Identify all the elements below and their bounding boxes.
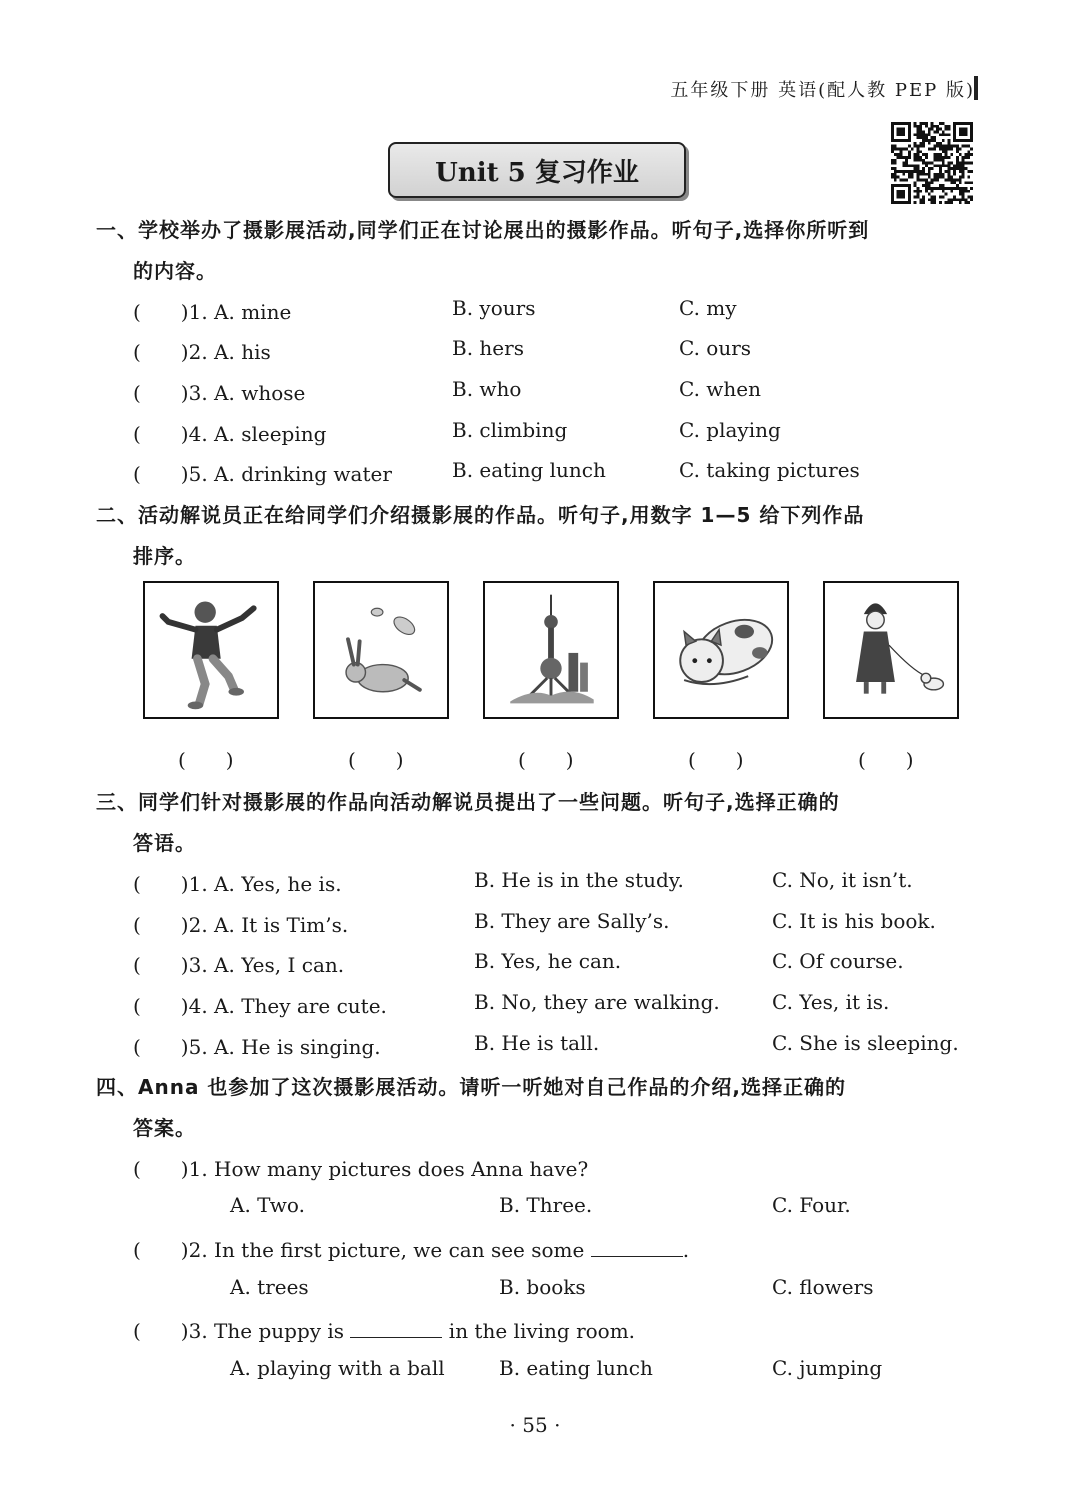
- page-title: Unit 5 复习作业: [388, 142, 686, 198]
- s1-q1-option-a: ( )1. A. mine: [133, 300, 292, 324]
- s3-q5-option-a: ( )5. A. He is singing.: [133, 1035, 381, 1059]
- section-4-heading-cont: 答案。: [133, 1116, 196, 1140]
- picture-girl-walking-dog: [823, 581, 959, 719]
- s1-question-4: [0, 418, 1070, 448]
- s3-question-5: [0, 1031, 1070, 1061]
- section-1-heading-cont: 的内容。: [133, 259, 217, 283]
- s4-question-1-options: [0, 1193, 1070, 1223]
- s4-q2-option-b: B. books: [499, 1275, 586, 1299]
- s1-q4-option-b: B. climbing: [452, 418, 568, 442]
- s1-q2-option-b: B. hers: [452, 336, 524, 360]
- qr-code-icon: [889, 122, 975, 204]
- s1-q4-option-a: ( )4. A. sleeping: [133, 422, 327, 446]
- s4-q3-blank[interactable]: [350, 1319, 442, 1338]
- s1-question-2: [0, 336, 1070, 366]
- s3-question-3: [0, 949, 1070, 979]
- s4-q1-option-a: A. Two.: [230, 1193, 305, 1217]
- s3-q3-option-c: C. Of course.: [772, 949, 904, 973]
- s3-question-2: [0, 909, 1070, 939]
- picture-dancing-boy: [143, 581, 279, 719]
- s1-q1-option-c: C. my: [679, 296, 737, 320]
- s1-q5-option-b: B. eating lunch: [452, 458, 606, 482]
- s3-q4-option-b: B. No, they are walking.: [474, 990, 720, 1014]
- s4-q3-stem-wrap: [133, 1319, 635, 1343]
- picture-3-answer[interactable]: ( ): [518, 748, 574, 772]
- cat-icon: [655, 583, 787, 717]
- s1-question-5: [0, 458, 1070, 488]
- s1-q5-option-a: ( )5. A. drinking water: [133, 462, 392, 486]
- s1-q1-option-b: B. yours: [452, 296, 536, 320]
- picture-4-answer[interactable]: ( ): [688, 748, 744, 772]
- section-1-heading: 一、学校举办了摄影展活动,同学们正在讨论展出的摄影作品。听句子,选择你所听到: [96, 218, 870, 242]
- s4-question-3-options: [0, 1356, 1070, 1386]
- s4-question-2-options: [0, 1275, 1070, 1305]
- s4-q3-option-c: C. jumping: [772, 1356, 883, 1380]
- s3-q5-option-b: B. He is tall.: [474, 1031, 600, 1055]
- rabbits-icon: [315, 583, 447, 717]
- s4-q2-blank[interactable]: [591, 1238, 683, 1257]
- picture-cat: [653, 581, 789, 719]
- section-2-heading-cont: 排序。: [133, 544, 196, 568]
- s4-q1-stem-text: ( )1. How many pictures does Anna have?: [133, 1157, 589, 1181]
- s3-q1-option-a: ( )1. A. Yes, he is.: [133, 872, 342, 896]
- page-number: · 55 ·: [509, 1413, 561, 1437]
- s3-q4-option-a: ( )4. A. They are cute.: [133, 994, 387, 1018]
- s4-q1-option-c: C. Four.: [772, 1193, 851, 1217]
- s4-q1-option-b: B. Three.: [499, 1193, 593, 1217]
- s4-q3-option-a: A. playing with a ball: [230, 1356, 445, 1380]
- book-header: 五年级下册 英语(配人教 PEP 版): [670, 80, 975, 101]
- s1-q3-option-a: ( )3. A. whose: [133, 381, 306, 405]
- tv-tower-icon: [485, 583, 617, 717]
- s3-q5-option-c: C. She is sleeping.: [772, 1031, 959, 1055]
- s4-q2-stem-wrap: [133, 1238, 689, 1262]
- section-3-heading-cont: 答语。: [133, 831, 196, 855]
- s3-q3-option-b: B. Yes, he can.: [474, 949, 622, 973]
- s1-question-3: [0, 377, 1070, 407]
- s3-q3-option-a: ( )3. A. Yes, I can.: [133, 953, 345, 977]
- dancing-boy-icon: [145, 583, 277, 717]
- s4-q2-stem-end: .: [682, 1238, 690, 1262]
- s4-question-2-stem: [133, 1234, 689, 1264]
- s1-q5-option-c: C. taking pictures: [679, 458, 860, 482]
- picture-1-answer[interactable]: ( ): [178, 748, 234, 772]
- s3-q1-option-c: C. No, it isn’t.: [772, 868, 913, 892]
- s4-q2-option-c: C. flowers: [772, 1275, 874, 1299]
- section-2-heading: 二、活动解说员正在给同学们介绍摄影展的作品。听句子,用数字 1—5 给下列作品: [96, 503, 865, 527]
- picture-2-answer[interactable]: ( ): [348, 748, 404, 772]
- s3-q2-option-b: B. They are Sally’s.: [474, 909, 670, 933]
- picture-tv-tower: [483, 581, 619, 719]
- girl-walking-dog-icon: [825, 583, 957, 717]
- s3-question-1: [0, 868, 1070, 898]
- s1-q2-option-c: C. ours: [679, 336, 752, 360]
- s4-q2-stem-text: ( )2. In the first picture, we can see some: [133, 1238, 585, 1262]
- header-divider: [974, 76, 978, 100]
- s3-q1-option-b: B. He is in the study.: [474, 868, 684, 892]
- s3-question-4: [0, 990, 1070, 1020]
- s1-q3-option-b: B. who: [452, 377, 522, 401]
- s4-q3-option-b: B. eating lunch: [499, 1356, 653, 1380]
- s4-q3-stem-end: in the living room.: [448, 1319, 636, 1343]
- s3-q2-option-a: ( )2. A. It is Tim’s.: [133, 913, 349, 937]
- s4-q2-option-a: A. trees: [230, 1275, 309, 1299]
- s3-q2-option-c: C. It is his book.: [772, 909, 936, 933]
- s1-q4-option-c: C. playing: [679, 418, 781, 442]
- section-3-heading: 三、同学们针对摄影展的作品向活动解说员提出了一些问题。听句子,选择正确的: [96, 790, 840, 814]
- picture-rabbits: [313, 581, 449, 719]
- s1-question-1: [0, 296, 1070, 326]
- s1-q2-option-a: ( )2. A. his: [133, 340, 271, 364]
- s3-q4-option-c: C. Yes, it is.: [772, 990, 890, 1014]
- section-4-heading: 四、Anna 也参加了这次摄影展活动。请听一听她对自己作品的介绍,选择正确的: [96, 1075, 847, 1099]
- picture-5-answer[interactable]: ( ): [858, 748, 914, 772]
- s4-question-3-stem: [133, 1315, 635, 1345]
- s1-q3-option-c: C. when: [679, 377, 762, 401]
- s4-q3-stem-text: ( )3. The puppy is: [133, 1319, 345, 1343]
